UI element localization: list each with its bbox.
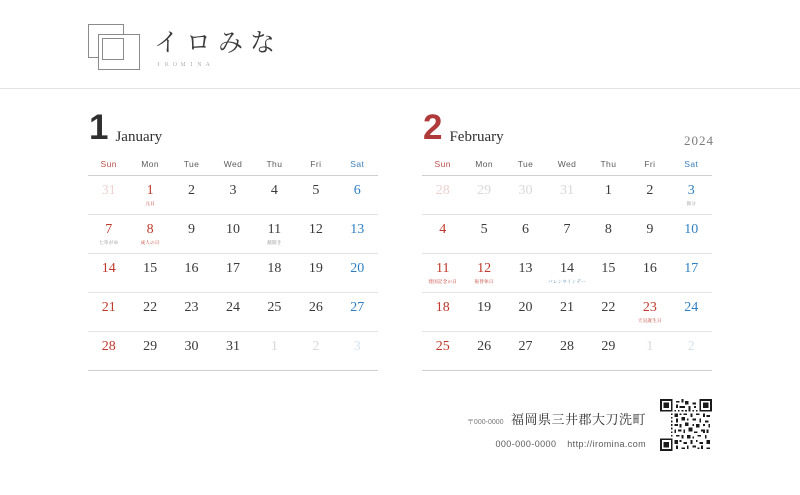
month-block-january (88, 110, 378, 371)
calendar-day-cell (671, 293, 712, 332)
day-number: 29 (601, 339, 616, 354)
day-number: 5 (312, 183, 320, 198)
calendar-body (88, 176, 378, 371)
calendar-day-cell (588, 293, 629, 332)
day-number: 13 (350, 222, 365, 237)
calendar-day-cell (254, 254, 295, 293)
calendar-day-cell (337, 176, 378, 215)
calendar-day-cell (212, 176, 253, 215)
month-name: February (449, 129, 504, 145)
weekday-thu: Thu (266, 159, 283, 169)
weekday-header-row (422, 158, 712, 176)
calendar-day-cell (295, 215, 336, 254)
day-number: 2 (646, 183, 654, 198)
day-number: 5 (480, 222, 488, 237)
day-number: 14 (101, 261, 116, 276)
day-number: 9 (646, 222, 654, 237)
weekday-thu: Thu (600, 159, 617, 169)
brand-subtitle: ＩＲＯＭＩＮＡ (156, 62, 214, 68)
weekday-sat: Sat (350, 159, 365, 169)
calendar-day-cell (422, 332, 463, 371)
contact-line (467, 439, 646, 449)
day-number: 23 (642, 300, 657, 315)
day-number: 8 (604, 222, 612, 237)
day-number: 17 (225, 261, 240, 276)
calendar-day-cell (88, 332, 129, 371)
brand-logo (88, 24, 282, 70)
day-number: 28 (559, 339, 574, 354)
calendar-day-cell (629, 215, 670, 254)
calendar-week-row (88, 215, 378, 254)
day-number: 17 (684, 261, 699, 276)
calendar-body (422, 176, 712, 371)
weekday-wed: Wed (223, 159, 243, 169)
calendar-day-cell (212, 254, 253, 293)
day-number: 14 (559, 261, 574, 276)
day-number: 9 (188, 222, 196, 237)
calendar-day-cell (422, 293, 463, 332)
day-number: 3 (229, 183, 237, 198)
day-number: 25 (435, 339, 450, 354)
calendar-day-cell (546, 332, 587, 371)
calendar-day-cell (254, 176, 295, 215)
day-number: 25 (267, 300, 282, 315)
calendar-day-cell (254, 332, 295, 371)
calendar-day-cell (171, 332, 212, 371)
calendar-day-cell (671, 332, 712, 371)
footer (467, 399, 712, 451)
qr-code-icon (660, 399, 712, 451)
weekday-header-row (88, 158, 378, 176)
calendar-day-cell (422, 254, 463, 293)
calendar-day-cell (295, 176, 336, 215)
calendar-day-cell (337, 215, 378, 254)
day-number: 26 (477, 339, 492, 354)
calendar-day-cell (88, 254, 129, 293)
calendar-week-row (422, 254, 712, 293)
calendar-day-cell (546, 254, 587, 293)
day-number: 22 (601, 300, 616, 315)
calendar-day-cell (505, 293, 546, 332)
calendar-day-cell (171, 293, 212, 332)
calendar-day-cell (129, 215, 170, 254)
calendar-day-cell (88, 215, 129, 254)
day-number: 4 (270, 183, 278, 198)
calendar-day-cell (337, 254, 378, 293)
day-number: 30 (184, 339, 199, 354)
day-number: 1 (270, 339, 278, 354)
nested-squares-logo-icon (88, 24, 140, 70)
day-number: 16 (642, 261, 657, 276)
year-label: 2024 (684, 133, 714, 148)
calendar-day-cell (546, 293, 587, 332)
day-note: バレンタインデー (547, 280, 586, 285)
weekday-wed: Wed (557, 159, 577, 169)
calendar-day-cell (671, 254, 712, 293)
day-number: 21 (559, 300, 574, 315)
day-number: 12 (477, 261, 492, 276)
website-url[interactable]: http://iromina.com (567, 439, 646, 449)
day-number: 21 (101, 300, 116, 315)
day-number: 3 (687, 183, 695, 198)
phone-number: 000-000-0000 (495, 439, 557, 449)
day-number: 30 (518, 183, 533, 198)
month-number: 1 (89, 108, 108, 147)
day-number: 15 (601, 261, 616, 276)
day-number: 11 (435, 261, 450, 276)
day-note: 天皇誕生日 (637, 319, 662, 324)
weekday-tue: Tue (183, 159, 200, 169)
calendar-week-row (422, 332, 712, 371)
calendar-day-cell (212, 215, 253, 254)
day-number: 23 (184, 300, 199, 315)
month-header (88, 110, 378, 150)
month-number: 2 (423, 108, 442, 147)
day-number: 29 (477, 183, 492, 198)
calendar-day-cell (254, 293, 295, 332)
calendar-day-cell (171, 254, 212, 293)
day-number: 6 (353, 183, 361, 198)
brand-text (154, 29, 282, 71)
header-divider (0, 88, 800, 89)
day-number: 13 (518, 261, 533, 276)
day-number: 19 (477, 300, 492, 315)
day-number: 10 (225, 222, 240, 237)
calendar-day-cell (463, 293, 504, 332)
day-number: 10 (684, 222, 699, 237)
day-number: 7 (105, 222, 113, 237)
calendar-day-cell (295, 254, 336, 293)
calendar-day-cell (129, 332, 170, 371)
calendar-day-cell (588, 176, 629, 215)
day-number: 8 (146, 222, 154, 237)
day-number: 18 (435, 300, 450, 315)
day-note: 鏡開き (267, 241, 282, 246)
weekday-fri: Fri (644, 159, 656, 169)
day-number: 2 (312, 339, 320, 354)
calendar-day-cell (295, 293, 336, 332)
weekday-mon: Mon (475, 159, 493, 169)
day-number: 28 (435, 183, 450, 198)
weekday-sat: Sat (684, 159, 699, 169)
calendar-day-cell (671, 176, 712, 215)
calendar-day-cell (629, 293, 670, 332)
calendar-week-row (88, 254, 378, 293)
day-number: 2 (188, 183, 196, 198)
day-note: 元日 (145, 202, 155, 207)
calendar-day-cell (422, 215, 463, 254)
calendar-day-cell (171, 176, 212, 215)
day-number: 11 (267, 222, 282, 237)
calendar-day-cell (588, 332, 629, 371)
day-note: 節分 (686, 202, 697, 207)
day-number: 3 (353, 339, 361, 354)
calendar-day-cell (463, 176, 504, 215)
calendar-day-cell (629, 332, 670, 371)
day-number: 16 (184, 261, 199, 276)
calendar-week-row (422, 176, 712, 215)
month-name: January (115, 129, 163, 145)
day-number: 20 (350, 261, 365, 276)
day-number: 6 (522, 222, 530, 237)
calendar-week-row (88, 332, 378, 371)
day-number: 7 (563, 222, 571, 237)
calendar-week-row (422, 215, 712, 254)
calendar-day-cell (588, 215, 629, 254)
weekday-sun: Sun (434, 159, 451, 169)
calendar-day-cell (505, 254, 546, 293)
calendar-day-cell (129, 254, 170, 293)
calendar-day-cell (295, 332, 336, 371)
day-number: 28 (101, 339, 116, 354)
day-number: 1 (146, 183, 154, 198)
day-number: 1 (646, 339, 654, 354)
address-line (467, 407, 646, 433)
calendar-day-cell (254, 215, 295, 254)
calendar-day-cell (671, 215, 712, 254)
calendar-table-february (422, 158, 712, 371)
weekday-fri: Fri (310, 159, 322, 169)
calendar-day-cell (463, 215, 504, 254)
footer-text (467, 407, 660, 451)
day-note: 七草がゆ (99, 241, 119, 246)
calendar-day-cell (463, 254, 504, 293)
calendar-day-cell (463, 332, 504, 371)
weekday-sun: Sun (100, 159, 117, 169)
day-note: 振替休日 (474, 280, 494, 285)
month-header (422, 110, 712, 150)
calendar-day-cell (422, 176, 463, 215)
calendar-week-row (88, 176, 378, 215)
calendar-day-cell (337, 332, 378, 371)
weekday-tue: Tue (517, 159, 534, 169)
calendar-day-cell (505, 176, 546, 215)
calendar-day-cell (212, 332, 253, 371)
day-number: 4 (439, 222, 447, 237)
day-number: 20 (518, 300, 533, 315)
day-number: 2 (687, 339, 695, 354)
weekday-mon: Mon (141, 159, 159, 169)
calendar-day-cell (588, 254, 629, 293)
day-number: 29 (143, 339, 158, 354)
day-number: 24 (225, 300, 240, 315)
day-number: 22 (143, 300, 158, 315)
day-number: 15 (143, 261, 158, 276)
day-number: 1 (604, 183, 612, 198)
day-number: 12 (308, 222, 323, 237)
calendar-day-cell (505, 215, 546, 254)
calendar-day-cell (337, 293, 378, 332)
address: 福岡県三井郡大刀洗町 (510, 413, 646, 429)
calendar-day-cell (129, 293, 170, 332)
calendar-day-cell (629, 254, 670, 293)
calendar-day-cell (629, 176, 670, 215)
calendar-day-cell (129, 176, 170, 215)
calendar-table-january (88, 158, 378, 371)
day-number: 18 (267, 261, 282, 276)
calendar-week-row (88, 293, 378, 332)
day-number: 19 (308, 261, 323, 276)
calendar-day-cell (505, 332, 546, 371)
calendar-day-cell (546, 215, 587, 254)
day-number: 31 (101, 183, 116, 198)
calendar-day-cell (171, 215, 212, 254)
day-number: 27 (518, 339, 533, 354)
day-number: 31 (225, 339, 240, 354)
brand-title: イロみな (154, 27, 283, 57)
calendar-day-cell (88, 176, 129, 215)
day-number: 24 (684, 300, 699, 315)
day-number: 26 (308, 300, 323, 315)
calendar-day-cell (88, 293, 129, 332)
postal-code: 〒000-0000 (466, 419, 504, 427)
day-number: 27 (350, 300, 365, 315)
calendar-day-cell (212, 293, 253, 332)
day-note: 建国記念の日 (428, 280, 458, 285)
calendar-day-cell (546, 176, 587, 215)
calendar-week-row (422, 293, 712, 332)
day-number: 31 (559, 183, 574, 198)
month-block-february (422, 110, 712, 371)
day-note: 成人の日 (140, 241, 160, 246)
